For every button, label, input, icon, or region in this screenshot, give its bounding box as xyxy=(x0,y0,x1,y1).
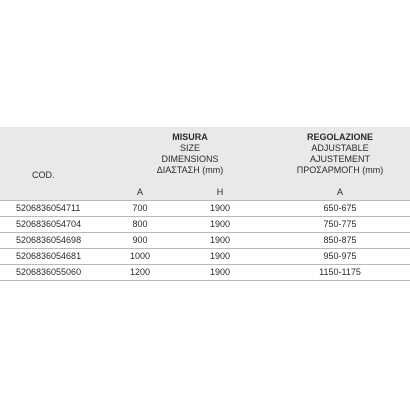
product-code: 5206836054698 xyxy=(0,233,110,249)
adjust-title: REGOLAZIONE xyxy=(306,132,373,142)
size-col-h: H xyxy=(216,187,224,197)
size-col-a: A xyxy=(136,187,143,197)
adjust-value: 850-875 xyxy=(270,233,410,249)
size-title: MISURA xyxy=(172,132,208,142)
product-code: 5206836054711 xyxy=(0,201,110,217)
size-h-value: 1900 xyxy=(170,233,270,249)
table-header-row xyxy=(0,127,410,185)
size-h-value: 1900 xyxy=(170,217,270,233)
size-label-gr: ΔΙΑΣΤΑΣΗ (mm) xyxy=(156,165,224,175)
product-code: 5206836054704 xyxy=(0,217,110,233)
adjust-label-fr: AJUSTEMENT xyxy=(309,154,370,164)
table-row xyxy=(0,265,410,281)
product-code: 5206836054681 xyxy=(0,249,110,265)
adjust-value: 950-975 xyxy=(270,249,410,265)
size-a-value: 900 xyxy=(110,233,170,249)
size-a-value: 700 xyxy=(110,201,170,217)
subheader-blank xyxy=(0,185,110,201)
product-code: 5206836055060 xyxy=(0,265,110,281)
adjust-header xyxy=(270,127,410,185)
table-row xyxy=(0,201,410,217)
table-row xyxy=(0,217,410,233)
size-a-value: 1000 xyxy=(110,249,170,265)
adjust-value: 1150-1175 xyxy=(270,265,410,281)
adjust-value: 650-675 xyxy=(270,201,410,217)
table-row xyxy=(0,249,410,265)
size-h-value: 1900 xyxy=(170,249,270,265)
table-row xyxy=(0,233,410,249)
size-header xyxy=(110,127,270,185)
size-a-value: 800 xyxy=(110,217,170,233)
dimensions-table xyxy=(0,127,410,281)
adjust-label-gr: ΠΡΟΣΑΡΜΟΓΗ (mm) xyxy=(296,165,384,175)
size-h-value: 1900 xyxy=(170,265,270,281)
cod-header: COD. xyxy=(32,170,55,180)
size-h-value: 1900 xyxy=(170,201,270,217)
adjust-col-a: A xyxy=(336,187,343,197)
size-label-fr: DIMENSIONS xyxy=(161,154,219,164)
size-a-value: 1200 xyxy=(110,265,170,281)
table-subheader-row xyxy=(0,185,410,201)
size-label-en: SIZE xyxy=(179,143,200,153)
adjust-label-en: ADJUSTABLE xyxy=(311,143,369,153)
adjust-value: 750-775 xyxy=(270,217,410,233)
